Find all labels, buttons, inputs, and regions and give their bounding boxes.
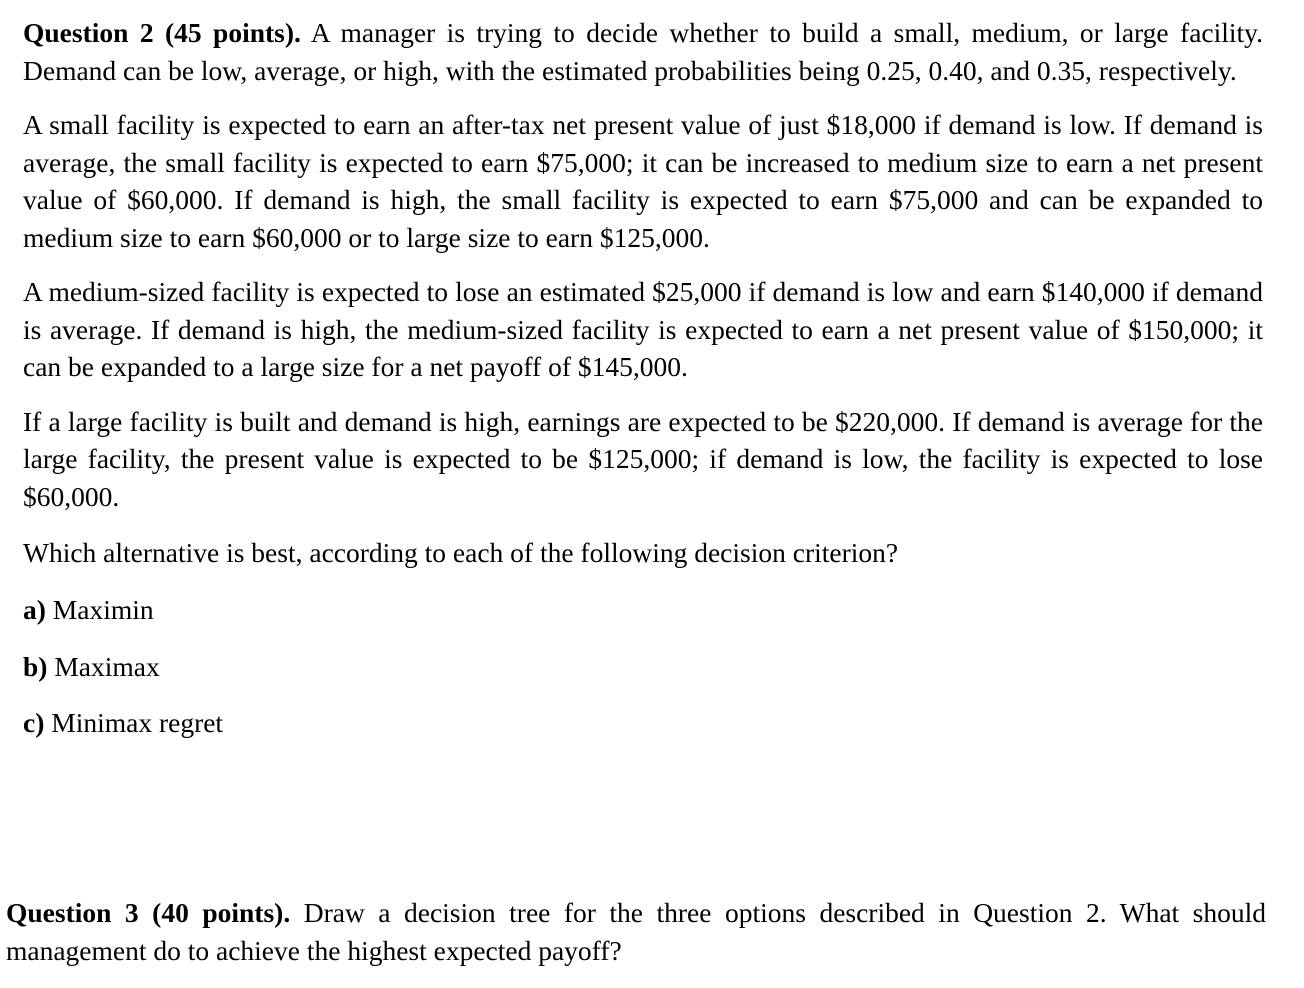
criterion-marker: c) [23, 706, 45, 738]
criterion-minimax-regret [23, 704, 1263, 742]
criterion-marker: a) [23, 593, 46, 625]
question-2-intro-text: A manager is trying to decide whether to build a small, medium, or large facility. Demand can be low, average, or high, with the estimated probabilities being 0.25, 0.40, and 0.35, respectively. [23, 17, 1264, 86]
question-3-paragraph [6, 894, 1266, 969]
criterion-label: Minimax regret [51, 706, 224, 738]
medium-facility-paragraph: A medium-sized facility is expected to lose an estimated $25,000 if demand is low and earn $140,000 if demand is average. If demand is high, the medium-sized facility is expected to earn a net present value of $150,000; it can be expanded to a large size for a net payoff of $145,000. [23, 276, 1263, 382]
criteria-prompt: Which alternative is best, according to each of the following decision criterion? [23, 537, 899, 568]
large-facility-paragraph: If a large facility is built and demand is high, earnings are expected to be $220,000. If demand is average for the large facility, the present value is expected to be $125,000; if demand is low, the facility is expected to lose $60,000. [23, 405, 1263, 512]
criterion-marker: b) [23, 651, 48, 682]
criterion-label: Maximin [52, 593, 154, 625]
criterion-label: Maximax [54, 651, 160, 682]
question-3-heading: Question 3 (40 points). [6, 897, 291, 928]
question-3-text: Draw a decision tree for the three options described in Question 2. What should management do to achieve the highest expected payoff? [6, 897, 1267, 966]
question-2-intro-paragraph [23, 14, 1263, 89]
question-2 [23, 14, 1263, 741]
question-3 [6, 894, 1266, 969]
criterion-maximin [23, 591, 1263, 629]
criterion-maximax [23, 648, 1263, 686]
small-facility-paragraph: A small facility is expected to earn an after-tax net present value of just $18,000 if demand is low. If demand is average, the small facility is expected to earn $75,000; it can be increased to medium size to earn a net present value of $60,000. If demand is high, the small facility is expected to earn $75,000 and can be expanded to medium size to earn $60,000 or to large size to earn $125,000. [23, 109, 1263, 253]
question-2-heading: Question 2 (45 points). [23, 17, 301, 48]
